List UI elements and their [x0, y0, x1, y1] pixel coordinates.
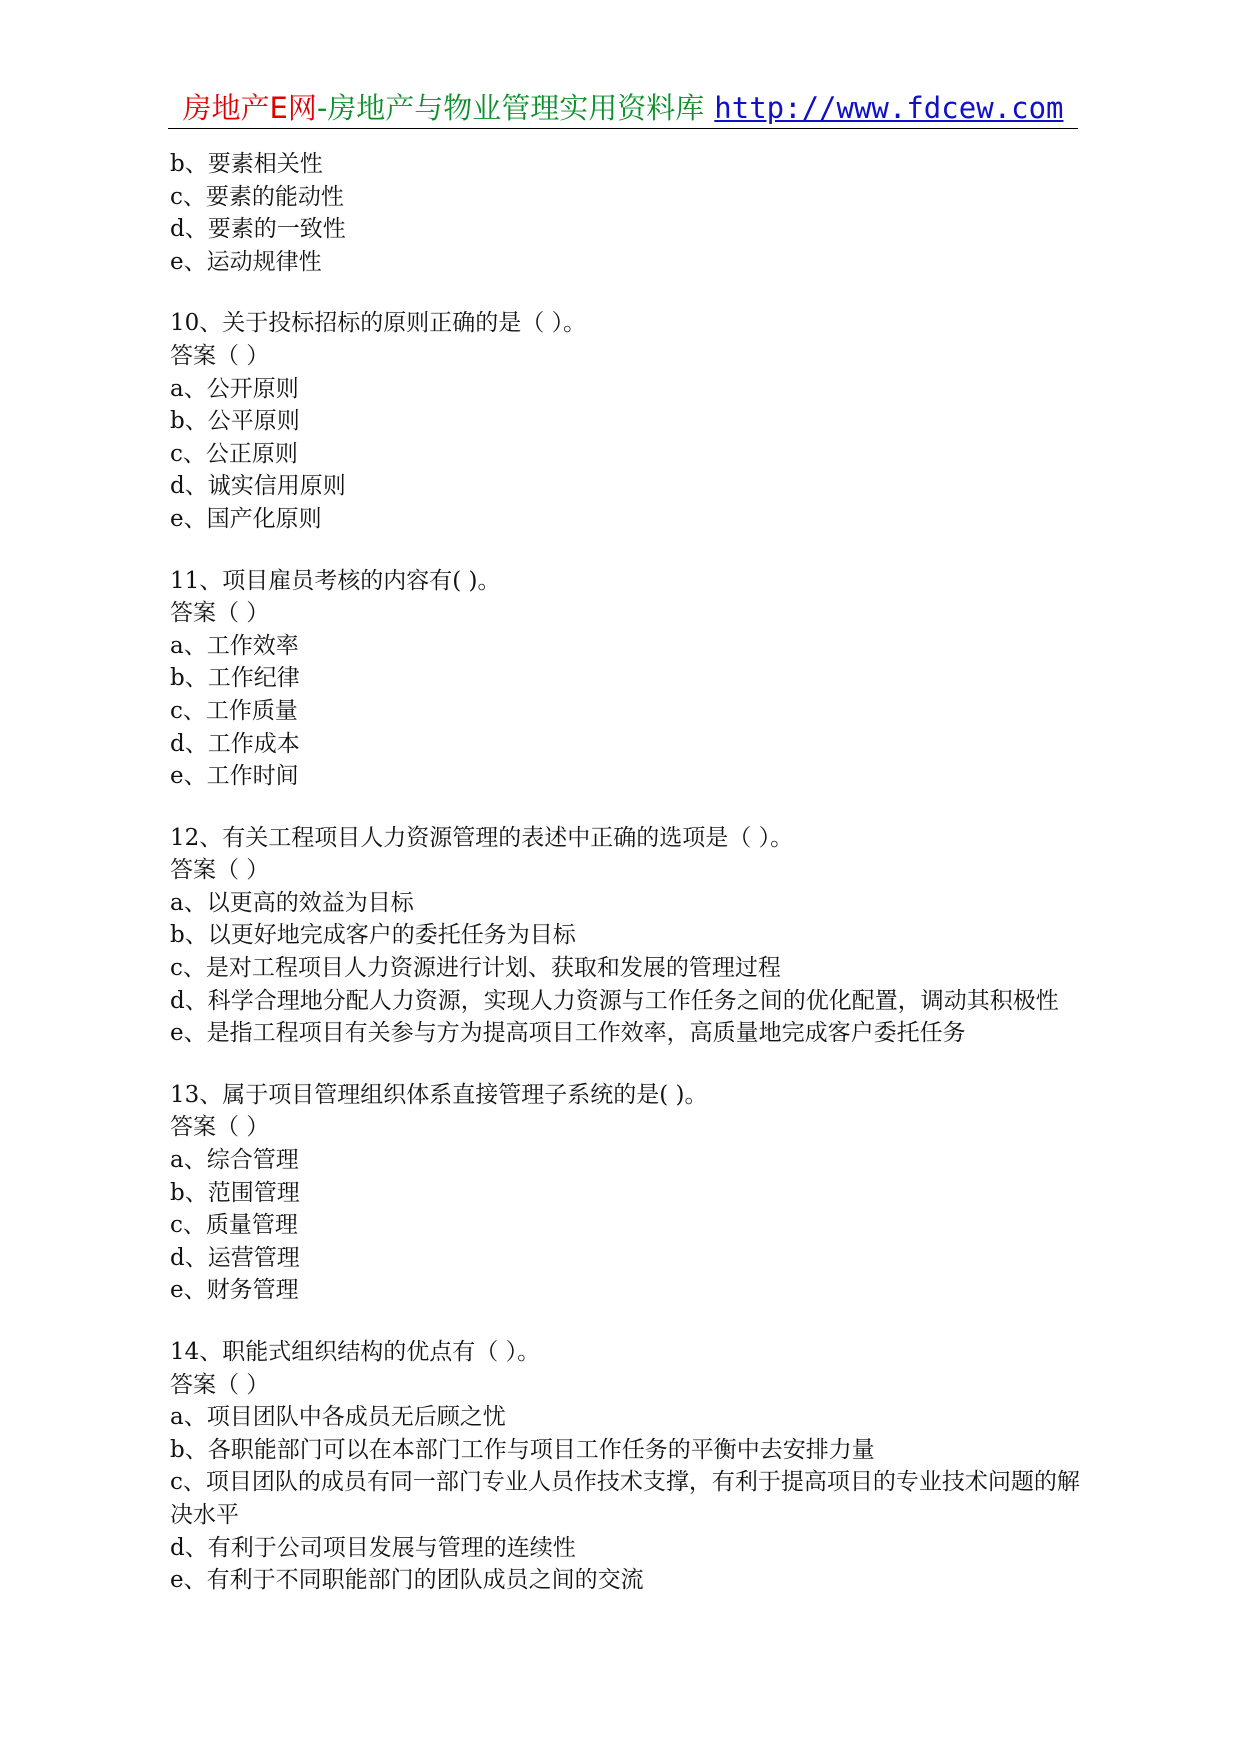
option-item: b、各职能部门可以在本部门工作与项目工作任务的平衡中去安排力量: [170, 1436, 875, 1463]
option-item: c、工作质量: [170, 697, 298, 724]
option-item: e、工作时间: [170, 763, 299, 790]
site-tagline: -房地产与物业管理实用资料库: [316, 91, 705, 125]
question-12: [170, 822, 1080, 1050]
option-item: a、以更高的效益为目标: [170, 889, 414, 916]
question-10: [170, 307, 1080, 535]
option-item: d、运营管理: [170, 1244, 300, 1271]
question-14: [170, 1336, 1080, 1597]
option-item: e、有利于不同职能部门的团队成员之间的交流: [170, 1567, 644, 1594]
option-item: e、运动规律性: [170, 248, 322, 275]
option-item: c、要素的能动性: [170, 183, 344, 210]
page-header: [168, 86, 1078, 129]
answer-line: 答案（ ）: [170, 1114, 270, 1141]
question-text: 11、项目雇员考核的内容有( )。: [170, 567, 501, 594]
option-item: c、项目团队的成员有同一部门专业人员作技术支撑，有利于提高项目的专业技术问题的解决水平: [170, 1469, 1080, 1528]
question-11: [170, 565, 1080, 793]
answer-line: 答案（ ）: [170, 600, 270, 627]
question-text: 14、职能式组织结构的优点有（ ）。: [170, 1339, 541, 1365]
question-text: 10、关于投标招标的原则正确的是（ ）。: [170, 310, 587, 337]
question-13: [170, 1079, 1080, 1307]
option-item: a、项目团队中各成员无后顾之忧: [170, 1404, 506, 1431]
option-item: b、以更好地完成客户的委托任务为目标: [170, 922, 576, 949]
option-item: c、公正原则: [170, 440, 298, 467]
option-item: a、公开原则: [170, 375, 299, 402]
question-text: 13、属于项目管理组织体系直接管理子系统的是( )。: [170, 1081, 708, 1108]
leading-options: [170, 148, 1080, 278]
option-item: e、财务管理: [170, 1277, 299, 1304]
option-item: d、要素的一致性: [170, 216, 346, 243]
option-item: a、综合管理: [170, 1147, 299, 1174]
option-item: d、科学合理地分配人力资源，实现人力资源与工作任务之间的优化配置，调动其积极性: [170, 987, 1059, 1014]
answer-line: 答案（ ）: [170, 857, 270, 884]
option-item: e、是指工程项目有关参与方为提高项目工作效率，高质量地完成客户委托任务: [170, 1020, 966, 1047]
question-text: 12、有关工程项目人力资源管理的表述中正确的选项是（ ）。: [170, 824, 794, 851]
option-item: d、有利于公司项目发展与管理的连续性: [170, 1534, 576, 1561]
option-item: b、范围管理: [170, 1179, 300, 1206]
document-body: [170, 148, 1080, 1597]
answer-line: 答案（ ）: [170, 342, 270, 369]
option-item: c、是对工程项目人力资源进行计划、获取和发展的管理过程: [170, 955, 781, 982]
answer-line: 答案（ ）: [170, 1371, 270, 1398]
option-item: b、要素相关性: [170, 151, 323, 177]
option-item: d、工作成本: [170, 730, 300, 757]
site-name: 房地产E网: [182, 91, 317, 125]
option-item: c、质量管理: [170, 1212, 298, 1239]
site-url-link[interactable]: http://www.fdcew.com: [714, 91, 1064, 125]
option-item: e、国产化原则: [170, 505, 322, 532]
option-item: a、工作效率: [170, 632, 299, 659]
option-item: d、诚实信用原则: [170, 473, 346, 500]
option-item: b、工作纪律: [170, 665, 300, 692]
option-item: b、公平原则: [170, 408, 300, 435]
